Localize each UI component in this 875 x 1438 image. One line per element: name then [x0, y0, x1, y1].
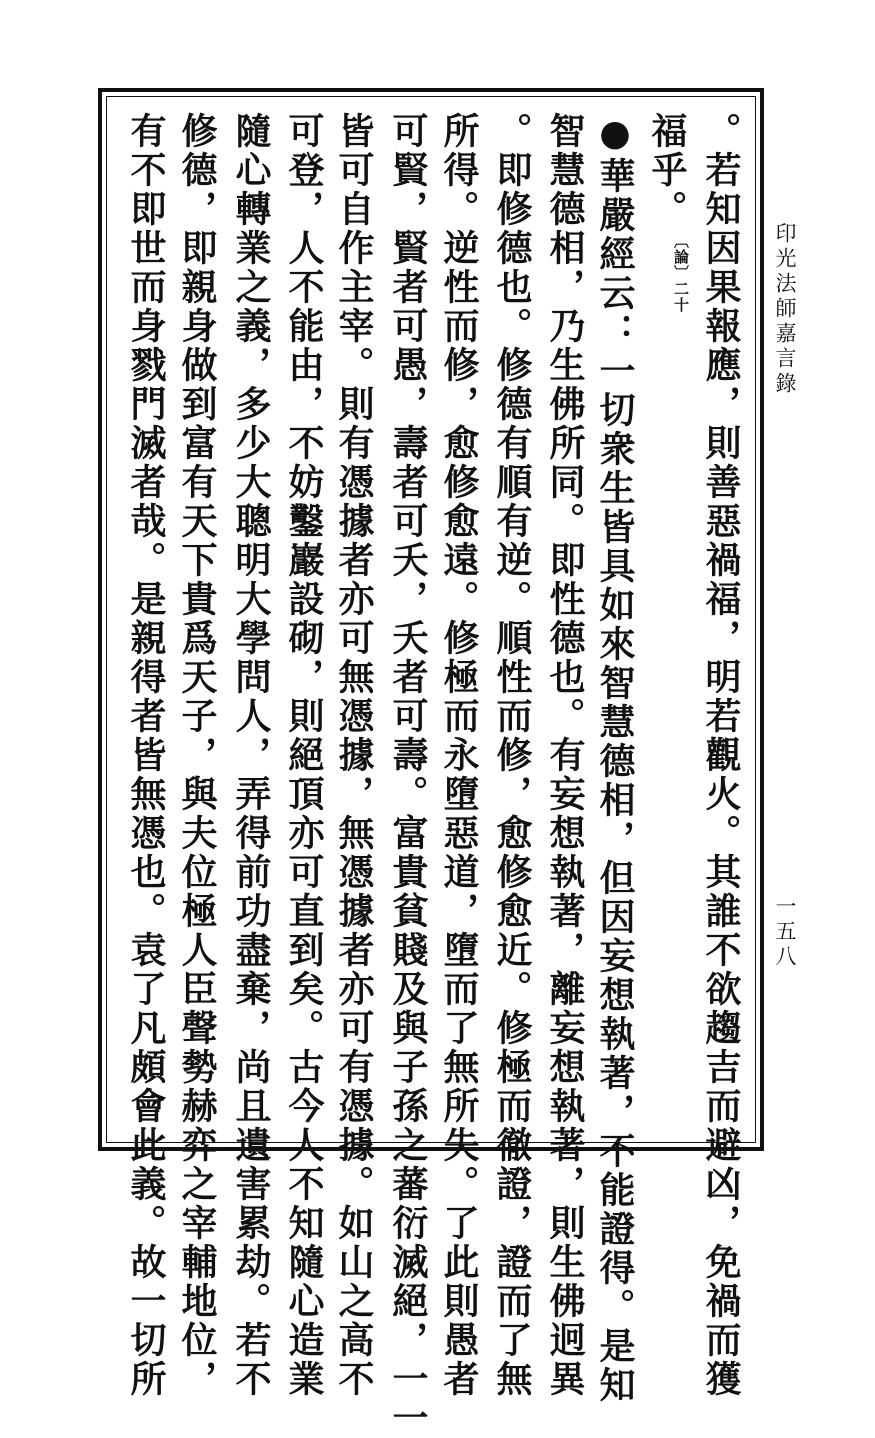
text-column-10: 隨心轉業之義，多少大聰明大學問人，弄得前功盡棄，尚且遺害累劫。若不: [230, 112, 272, 1399]
source-annotation: 〔論〕二十: [672, 233, 690, 313]
text-column-11: 修德，即親身做到富有天下貴爲天子，與夫位極人臣聲勢赫弈之宰輔地位，: [176, 112, 218, 1399]
text-column-8: 皆可自作主宰。則有憑據者亦可無憑據，無憑據者亦可有憑據。如山之高不: [333, 112, 375, 1399]
text-column-5: 。即修德也。修德有順有逆。順性而修，愈修愈近。修極而徹證，證而了無: [491, 112, 533, 1399]
text-column-7: 可賢，賢者可愚，壽者可夭，夭者可壽。富貴貧賤及與子孫之蕃衍滅絕，一一: [387, 112, 429, 1438]
text-column-12: 有不即世而身戮門滅者哉。是親得者皆無憑也。袁了凡頗會此義。故一切所: [125, 112, 167, 1399]
text-column-2: [644, 112, 690, 1137]
page-number: 一五八: [773, 895, 797, 970]
text-column-9: 可登，人不能由，不妨鑿巖設砌，則絕頂亦可直到矣。古今人不知隨心造業: [283, 112, 325, 1399]
text-column-6: 所得。逆性而修，愈修愈遠。修極而永墮惡道，墮而了無所失。了此則愚者: [438, 112, 480, 1399]
text-column-2-main: 福乎。: [646, 112, 688, 229]
running-header-title: 印光法師嘉言錄: [773, 222, 797, 397]
text-column-4: 智慧德相，乃生佛所同。即性德也。有妄想執著，離妄想執著，則生佛迥異: [544, 112, 586, 1399]
text-column-1: 。若知因果報應，則善惡禍福，明若觀火。其誰不欲趨吉而避凶，免禍而獲: [700, 112, 742, 1399]
text-column-3: ●華嚴經云：一切衆生皆具如來智慧德相，但因妄想執著，不能證得。是知: [594, 112, 636, 1405]
